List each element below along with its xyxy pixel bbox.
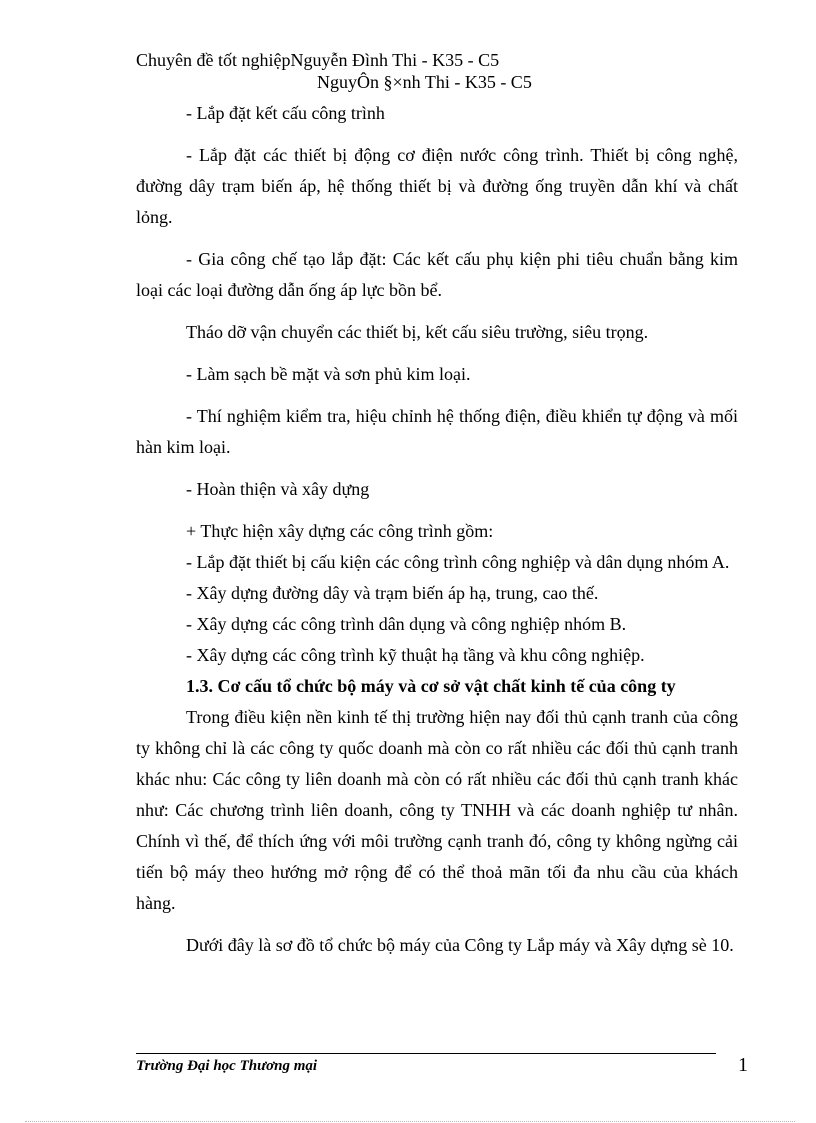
section-heading: 1.3. Cơ cấu tổ chức bộ máy và cơ sở vật chất kinh tế của công ty xyxy=(186,676,676,696)
paragraph-12: - Xây dựng các công trình kỹ thuật hạ tầng và khu công nghiệp. xyxy=(186,645,645,665)
footer-school: Trường Đại học Thương mại xyxy=(136,1058,318,1074)
paragraph-8: + Thực hiện xây dựng các công trình gồm: xyxy=(186,521,494,541)
paragraph-2: - Lắp đặt các thiết bị động cơ điện nước công trình. Thiết bị công nghệ, đường dây trạm biến áp, hệ thống thiết bị và đường ống truyền dẫn khí và chất lỏng. xyxy=(136,145,738,227)
paragraph-3: - Gia công chế tạo lắp đặt: Các kết cấu phụ kiện phi tiêu chuẩn bằng kim loại các loại đường dẫn ống áp lực bồn bể. xyxy=(136,249,738,300)
page-number: 1 xyxy=(738,1054,748,1076)
paragraph-14: Dưới đây là sơ đồ tổ chức bộ máy của Công ty Lắp máy và Xây dựng sè 10. xyxy=(186,935,734,955)
footer-divider xyxy=(136,1053,716,1054)
paragraph-5: - Làm sạch bề mặt và sơn phủ kim loại. xyxy=(186,364,471,384)
paragraph-6: - Thí nghiệm kiểm tra, hiệu chỉnh hệ thống điện, điều khiển tự động và mối hàn kim loại. xyxy=(136,406,738,457)
paragraph-10: - Xây dựng đường dây và trạm biến áp hạ, trung, cao thế. xyxy=(186,583,599,603)
paragraph-1: - Lắp đặt kết cấu công trình xyxy=(186,103,385,123)
paragraph-11: - Xây dựng các công trình dân dụng và công nghiệp nhóm B. xyxy=(186,614,627,634)
document-body xyxy=(136,98,738,961)
header-line-1: Chuyên đề tốt nghiệpNguyễn Đình Thi - K35 - C5 xyxy=(136,50,500,70)
page-bottom-dotted-border xyxy=(25,1121,795,1122)
paragraph-9: - Lắp đặt thiết bị cấu kiện các công trình công nghiệp và dân dụng nhóm A. xyxy=(186,552,730,572)
header-line-2: NguyÔn §×nh Thi - K35 - C5 xyxy=(317,72,532,92)
paragraph-13: Trong điều kiện nền kinh tế thị trường hiện nay đối thủ cạnh tranh của công ty không chỉ là các công ty quốc doanh mà còn co rất nhiều các đối thủ cạnh tranh khác nhu: Các công ty liên doanh mà còn có rất nhiều các đối thủ cạnh tranh khác như: Các chương trình liên doanh, công ty TNHH và các doanh nghiệp tư nhân. Chính vì thế, để thích ứng với môi trường cạnh tranh đó, công ty không ngừng cải tiến bộ máy theo hướng mở rộng để có thể thoả mãn tối đa nhu cầu của khách hàng. xyxy=(136,707,738,913)
paragraph-7: - Hoàn thiện và xây dựng xyxy=(186,479,370,499)
paragraph-4: Tháo dỡ vận chuyển các thiết bị, kết cấu siêu trường, siêu trọng. xyxy=(186,322,649,342)
